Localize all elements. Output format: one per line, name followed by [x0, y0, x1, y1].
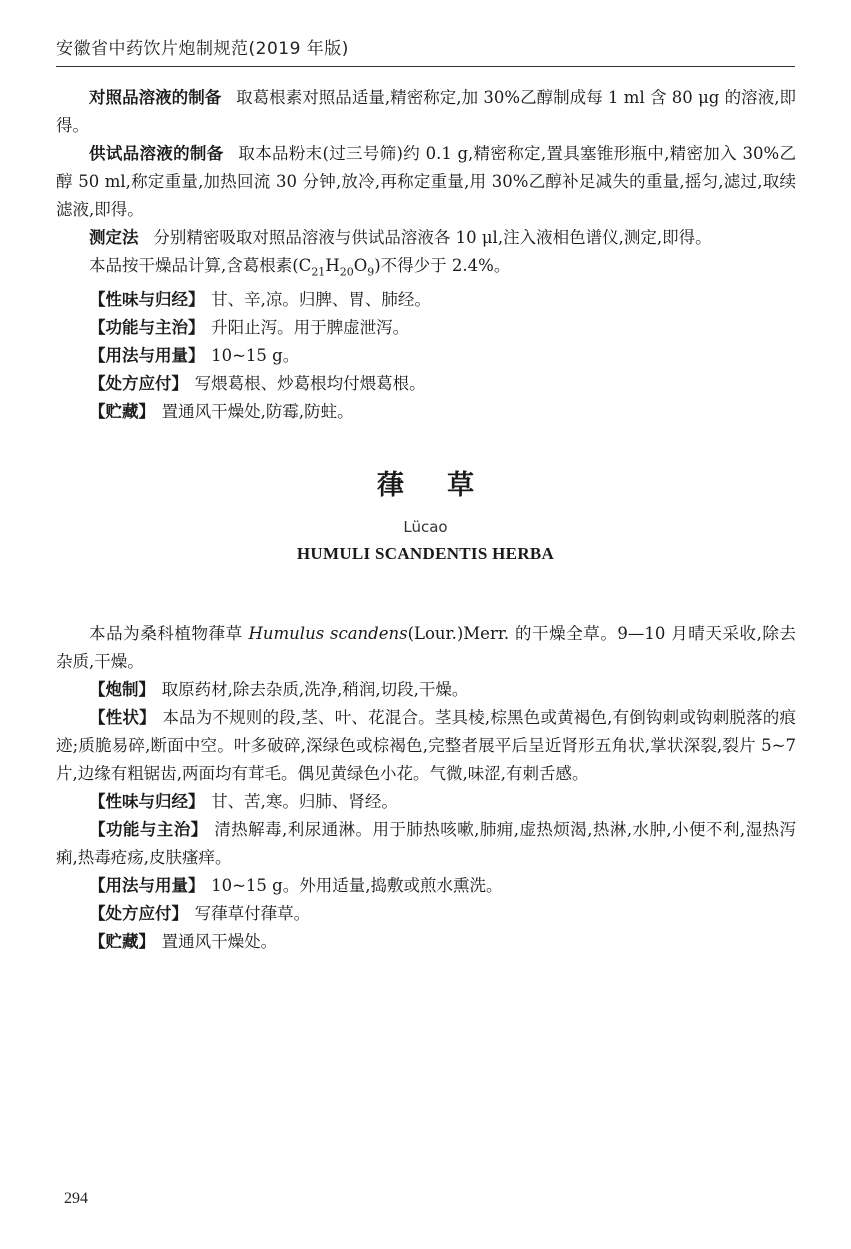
content-limit-paragraph	[56, 252, 796, 286]
monograph-title: 葎草	[376, 470, 518, 501]
ref-solution-label: 对照品溶液的制备	[89, 88, 222, 107]
page-number: 294	[64, 1190, 88, 1207]
function-indication-label: 【功能与主治】	[89, 820, 208, 839]
nature-meridian-paragraph	[56, 788, 796, 816]
function-indication-text: 清热解毒,利尿通淋。用于肺热咳嗽,肺痈,虚热烦渴,热淋,水肿,小便不利,湿热泻痢,热毒疮疡,皮肤瘙痒。	[56, 820, 796, 867]
prev-nature-meridian	[56, 286, 796, 314]
prev-storage-text: 置通风干燥处,防霉,防蛀。	[161, 402, 354, 422]
formula-h: H	[325, 256, 340, 275]
ref-solution-text: 取葛根素对照品适量,精密称定,加 30%乙醇制成每 1 ml 含 80 μg 的溶液,即得。	[56, 88, 797, 135]
function-indication-paragraph	[56, 816, 796, 872]
species-name: Humulus scandens	[248, 624, 408, 643]
storage-label: 【贮藏】	[89, 932, 155, 951]
test-solution-label: 供试品溶液的制备	[89, 144, 224, 163]
usage-dosage-paragraph	[56, 872, 796, 900]
prev-usage-dosage-label: 【用法与用量】	[89, 346, 205, 366]
prev-prescription-text: 写煨葛根、炒葛根均付煨葛根。	[194, 374, 426, 394]
test-solution-paragraph	[56, 140, 796, 224]
description-text: 本品为不规则的段,茎、叶、花混合。茎具棱,棕黑色或黄褐色,有倒钩刺或钩刺脱落的痕迹;质脆易碎,断面中空。叶多破碎,深绿色或棕褐色,完整者展平后呈近肾形五角状,掌状深裂,裂片 5~7 片,边缘有粗锯齿,两面均有茸毛。偶见黄绿色小花。气微,味涩,有刺舌感。	[56, 708, 796, 783]
formula-sub-c: 21	[311, 265, 326, 279]
nature-meridian-label: 【性味与归经】	[89, 792, 205, 811]
prev-function-indication-label: 【功能与主治】	[89, 318, 205, 338]
prev-nature-meridian-text: 甘、辛,凉。归脾、胃、肺经。	[211, 290, 431, 310]
method-label: 测定法	[89, 228, 139, 247]
previous-section	[56, 84, 796, 426]
prescription-label: 【处方应付】	[89, 904, 188, 923]
ref-solution-paragraph	[56, 84, 796, 140]
processing-label: 【炮制】	[89, 680, 155, 699]
intro-text-b: (Lour.)Merr. 的干燥全草。9—10 月晴天采收,除去杂质,干燥。	[56, 624, 797, 671]
formula-sub-h: 20	[339, 265, 354, 279]
prev-prescription	[56, 370, 796, 398]
content-limit-text-a: 本品按干燥品计算,含葛根素(C	[89, 256, 312, 275]
description-paragraph	[56, 704, 796, 788]
formula-o: O	[353, 256, 368, 275]
monograph-latin-name: HUMULI SCANDENTIS HERBA	[296, 544, 555, 563]
prev-storage-label: 【贮藏】	[89, 402, 155, 422]
prev-usage-dosage-text: 10~15 g。	[211, 346, 300, 366]
prev-nature-meridian-label: 【性味与归经】	[89, 290, 205, 310]
prev-usage-dosage	[56, 342, 796, 370]
nature-meridian-text: 甘、苦,寒。归肺、肾经。	[211, 792, 398, 811]
processing-text: 取原药材,除去杂质,洗净,稍润,切段,干燥。	[161, 680, 469, 699]
test-solution-text: 取本品粉末(过三号筛)约 0.1 g,精密称定,置具塞锥形瓶中,精密加入 30%乙醇 50 ml,称定重量,加热回流 30 分钟,放冷,再称定重量,用 30%乙醇补足减失的重量,摇匀,滤过,取续滤液,即得。	[56, 144, 797, 219]
formula-sub-o: 9	[367, 265, 375, 279]
content-limit-text-b: )不得少于 2.4%。	[374, 256, 511, 275]
description-label: 【性状】	[89, 708, 156, 727]
processing-paragraph	[56, 676, 796, 704]
prev-function-indication-text: 升阳止泻。用于脾虚泄泻。	[211, 318, 410, 338]
usage-dosage-text: 10~15 g。外用适量,捣敷或煎水熏洗。	[211, 876, 503, 895]
monograph-pinyin: Lücao	[403, 518, 448, 536]
method-paragraph	[56, 224, 796, 252]
running-header: 安徽省中药饮片炮制规范(2019 年版)	[56, 39, 349, 59]
intro-text-a: 本品为桑科植物葎草	[89, 624, 249, 643]
prev-storage	[56, 398, 796, 426]
storage-text: 置通风干燥处。	[161, 932, 278, 951]
prev-function-indication	[56, 314, 796, 342]
usage-dosage-label: 【用法与用量】	[89, 876, 205, 895]
header-rule	[56, 66, 795, 67]
intro-paragraph	[56, 620, 796, 676]
storage-paragraph	[56, 928, 796, 956]
prescription-text: 写葎草付葎草。	[194, 904, 311, 923]
method-text: 分别精密吸取对照品溶液与供试品溶液各 10 μl,注入液相色谱仪,测定,即得。	[153, 228, 712, 247]
prescription-paragraph	[56, 900, 796, 928]
monograph-body	[56, 620, 796, 956]
prev-prescription-label: 【处方应付】	[89, 374, 188, 394]
